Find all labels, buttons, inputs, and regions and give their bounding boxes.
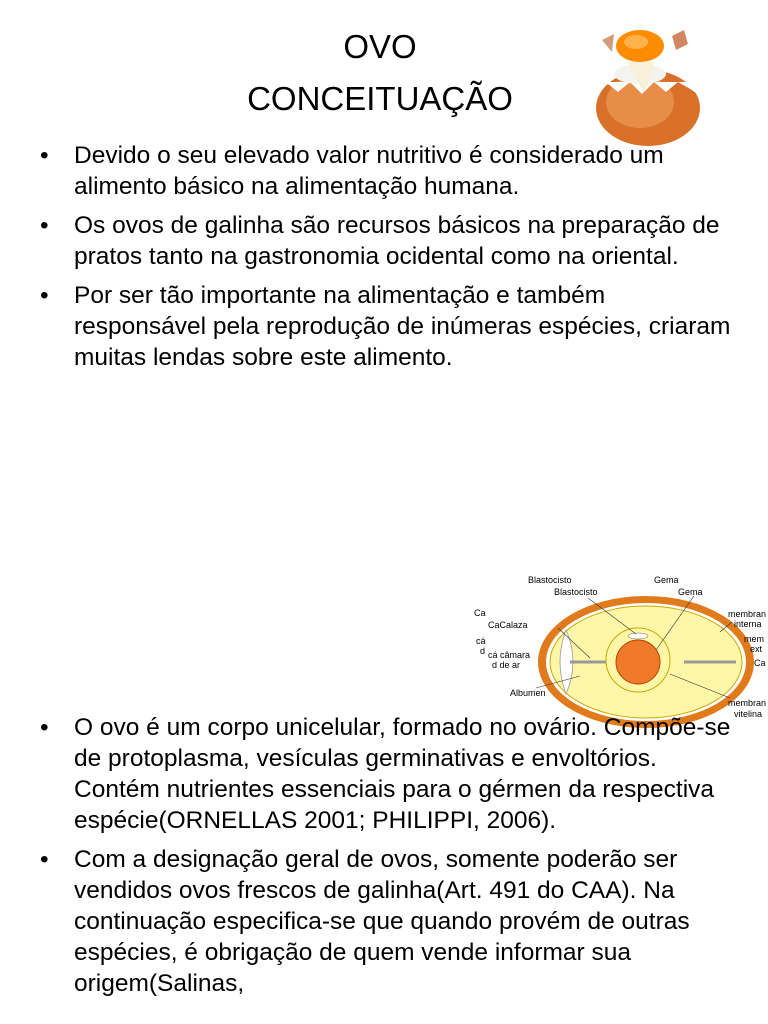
bullet-item xyxy=(40,210,740,272)
bullet-item xyxy=(40,712,740,836)
bullet-dot: • xyxy=(40,282,49,309)
label-ca: cá xyxy=(476,636,486,646)
bullet-item xyxy=(40,844,740,999)
bullet-text: O ovo é um corpo unicelular, formado no ovário. Compõe-se de protoplasma, vesículas germinativas e envoltórios. Contém nutrientes essenciais para o gérmen da respectiva espécie(ORNELLAS 2001; PHILIPPI, 2006). xyxy=(74,714,731,834)
label-membrana-interna: interna xyxy=(734,619,762,629)
label-de-ar: d de ar xyxy=(492,660,521,670)
label-gema: Gema xyxy=(654,575,679,585)
bullet-text: Com a designação geral de ovos, somente poderão ser vendidos ovos frescos de galinha(Art. 491 do CAA). Na continuação especifica-se que quando provém de outras espécies, é obrigação de quem vende informar sua origem(Salinas, xyxy=(74,846,690,997)
label-membrana-vitelina: membran xyxy=(728,698,767,708)
label-albumen: Albumen xyxy=(510,688,546,698)
bullet-dot: • xyxy=(40,846,49,873)
yolk xyxy=(616,640,660,684)
title-line-2: CONCEITUAÇÃO xyxy=(247,80,513,117)
bullet-item xyxy=(40,140,740,202)
egg-anatomy-diagram xyxy=(470,570,768,730)
label-membrana-externa: mem xyxy=(744,634,764,644)
bullet-dot: • xyxy=(40,142,49,169)
label-membrana-vitelina: vitelina xyxy=(734,709,763,719)
bullet-list-top xyxy=(40,140,740,381)
label-blastocisto: Blastocisto xyxy=(554,587,598,597)
label-d: d xyxy=(480,646,486,656)
bullet-dot: • xyxy=(40,714,49,741)
label-camara: cá câmara xyxy=(488,650,531,660)
label-ca: Ca xyxy=(754,658,766,668)
label-gema: Gema xyxy=(678,587,703,597)
title-line-1: OVO xyxy=(343,28,417,65)
label-membrana-externa: ext xyxy=(750,644,763,654)
bullet-item xyxy=(40,280,740,373)
label-blastocisto: Blastocisto xyxy=(528,575,572,585)
label-calaza: CaCalaza xyxy=(488,620,528,630)
bullet-list-bottom xyxy=(40,712,740,1007)
label-membrana-interna: membran xyxy=(728,609,767,619)
cracked-egg-image xyxy=(588,22,708,146)
bullet-dot: • xyxy=(40,212,49,239)
bullet-text: Por ser tão importante na alimentação e também responsável pela reprodução de inúmeras espécies, criaram muitas lendas sobre este alimento. xyxy=(74,282,731,371)
bullet-text: Os ovos de galinha são recursos básicos na preparação de pratos tanto na gastronomia ocidental como na oriental. xyxy=(74,212,720,270)
bullet-text: Devido o seu elevado valor nutritivo é considerado um alimento básico na alimentação humana. xyxy=(74,142,664,200)
blastocyst xyxy=(628,633,648,639)
label-ca: Ca xyxy=(474,608,486,618)
